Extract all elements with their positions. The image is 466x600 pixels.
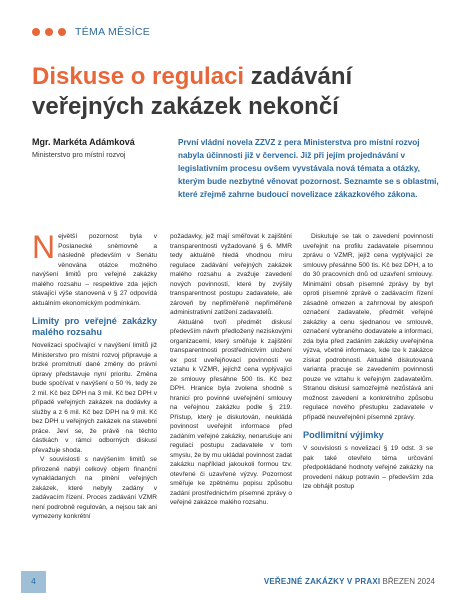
section-tag xyxy=(32,26,150,38)
paragraph: Novelizaci spočívající v navýšení limitů již Ministerstvo pro místní rozvoj připravuje a brzké promítnutí dané změny do právní úpravy představuje nyní prioritu. Změna bude spočívat v navýšení o 50 %, tedy ze 2 mil. Kč bez DPH na 3 mil. Kč bez DPH v případě veřejných zakázek na dodávky a služby a z 6 mil. Kč bez DPH na 9 mil. Kč bez DPH u veřejných zakázek na stavební práce. Jeví se, že právě na těchto částkách v rámci odborných diskusí převažuje shoda. xyxy=(32,342,157,454)
article-lead: První vládní novela ZZVZ z pera Ministerstva pro místní rozvoj nabyla účinnosti již v červenci. Již při jejím projednávání v legislativním procesu ovšem vyvstávala nová témata a otázky, kterým bude nezbytné věnovat pozornost. Seznamte se s oblastmi, které zřejmě zahrne budoucí novelizace zákazkového zákona. xyxy=(178,138,439,200)
section-label: TÉMA MĚSÍCE xyxy=(75,26,151,38)
author-name: Mgr. Markéta Adámková xyxy=(32,137,135,147)
orange-dot-icon xyxy=(58,28,66,36)
page-number: 4 xyxy=(31,576,36,586)
subheading: Podlimitní výjimky xyxy=(303,430,384,440)
text-column-1 xyxy=(32,229,157,522)
issue-date: BŘEZEN 2024 xyxy=(380,577,435,586)
subheading: Limity pro veřejné zakázky malého rozsahu xyxy=(32,316,157,337)
publication-name: VEŘEJNÉ ZAKÁZKY V PRAXI xyxy=(263,577,381,586)
footer-publication xyxy=(264,577,435,586)
text-column-3 xyxy=(303,232,433,492)
paragraph: Aktuálně tvoří předmět diskusí především návrh předložený neziskovými organizacemi, který směřuje k zajištění transparentnosti prostřednictvím uložení ex post uveřejňovací povinnosti ve vztahu k VZMR, jejichž cena vyplývající ze smlouvy přesáhne 500 tis. Kč bez DPH. Hranice byla zvolena shodně s hranicí pro povinné uveřejnění smlouvy na veřejnou zakázku podle § 219. Přístup, který je diskutován, neukládá povinnost uveřejnit informace před zadáním veřejné zakázky, nenarušuje ani regulaci postupu zadavatele v tom smyslu, že by mu ukládal povinnost zadat zakázku například jakoukoli formou tzv. otevřené či uzavřené výzvy. Pozornost směřuje ke zpětnému popisu způsobu zadání prostřednictvím písemné zprávy o veřejné zakázce malého rozsahu. xyxy=(170,318,292,506)
article-headline xyxy=(32,62,452,122)
author-role: Ministerstvo pro místní rozvoj xyxy=(32,150,126,159)
author-block xyxy=(32,137,162,159)
paragraph: V souvislosti s novelizací § 19 odst. 3 se pak také otevřelo téma určování předpokládané hodnoty veřejné zakázky na provedení nákup potravin – především zda lze obhájit postup xyxy=(303,445,433,490)
text-column-2 xyxy=(170,232,292,508)
paragraph: V souvislosti s navýšením limitů se přirozeně nabýí celkový objem finanční vynakládaných na plnění veřejných zakázek, které nebyly zadány v zadávacím řízení. Proces zadávání VZMR není podrobně regulován, a nejsou tak ani vymezeny konkrétní xyxy=(32,456,157,520)
paragraph: požadavky, jež mají směřovat k zajištění transparentnosti vyžadované § 6. MMR tedy aktuálně hledá vhodnou míru regulace zadávání veřejných zakázek malého rozsahu a zvažuje zavedení nových povinností, které by zvýšily transparentnost postupu zadavatele, ale zároveň by nepřiměřeně nepřiměřeně administrativní zatížení zadavatelů. xyxy=(170,233,292,316)
headline-accent: Diskuse o regulaci xyxy=(32,63,245,90)
headline-line1-rest: zadávání xyxy=(244,63,353,90)
headline-line2: veřejných zakázek nekončí xyxy=(32,93,339,120)
paragraph xyxy=(32,229,157,308)
paragraph-text: ejvětší pozornost byla v Poslanecké sněmovně a následně především v Senátu věnována otázce možného navýšení limitů pro veřejné zakázky malého rozsahu – respektive zda jejich stávající výše stanovená v § 27 odpovídá aktuálním ekonomickým podmínkám. xyxy=(32,233,157,307)
orange-dot-icon xyxy=(32,28,40,36)
orange-dot-icon xyxy=(45,28,53,36)
drop-cap: N xyxy=(32,229,56,265)
page-footer xyxy=(0,565,466,600)
paragraph: Diskutuje se tak o zavedení povinnosti uveřejnit na profilu zadavatele písemnou zprávu o VZMR, jejíž cena vyplývající ze smlouvy přesáhne 500 tis. Kč bez DPH, a to do 30 pracovních dnů od uzavření smlouvy. Minimální obsah písemné zprávy by byl oproti písemné zprávě o zadávacím řízení zásadně omezen a zahrnoval by alespoň označení zadavatele, předmět veřejné zakázky a cenu sjednanou ve smlouvě, označení vybraného dodavatele a informaci, zda byla před zadáním zakázky uveřejněna výzva, včetně informace, kde lze k zakázce získat podrobnosti. Aktuálně diskutovaná varianta pracuje se zavedením povinnosti pouze ve vztahu k veřejným zadavatelům. Stranou diskusí samozřejmě nezůstává ani možnost zavedení a konkrétního způsobu regulace nového přestupku zadavatele v případě neuveřejnění písemné zprávy. xyxy=(303,233,433,421)
